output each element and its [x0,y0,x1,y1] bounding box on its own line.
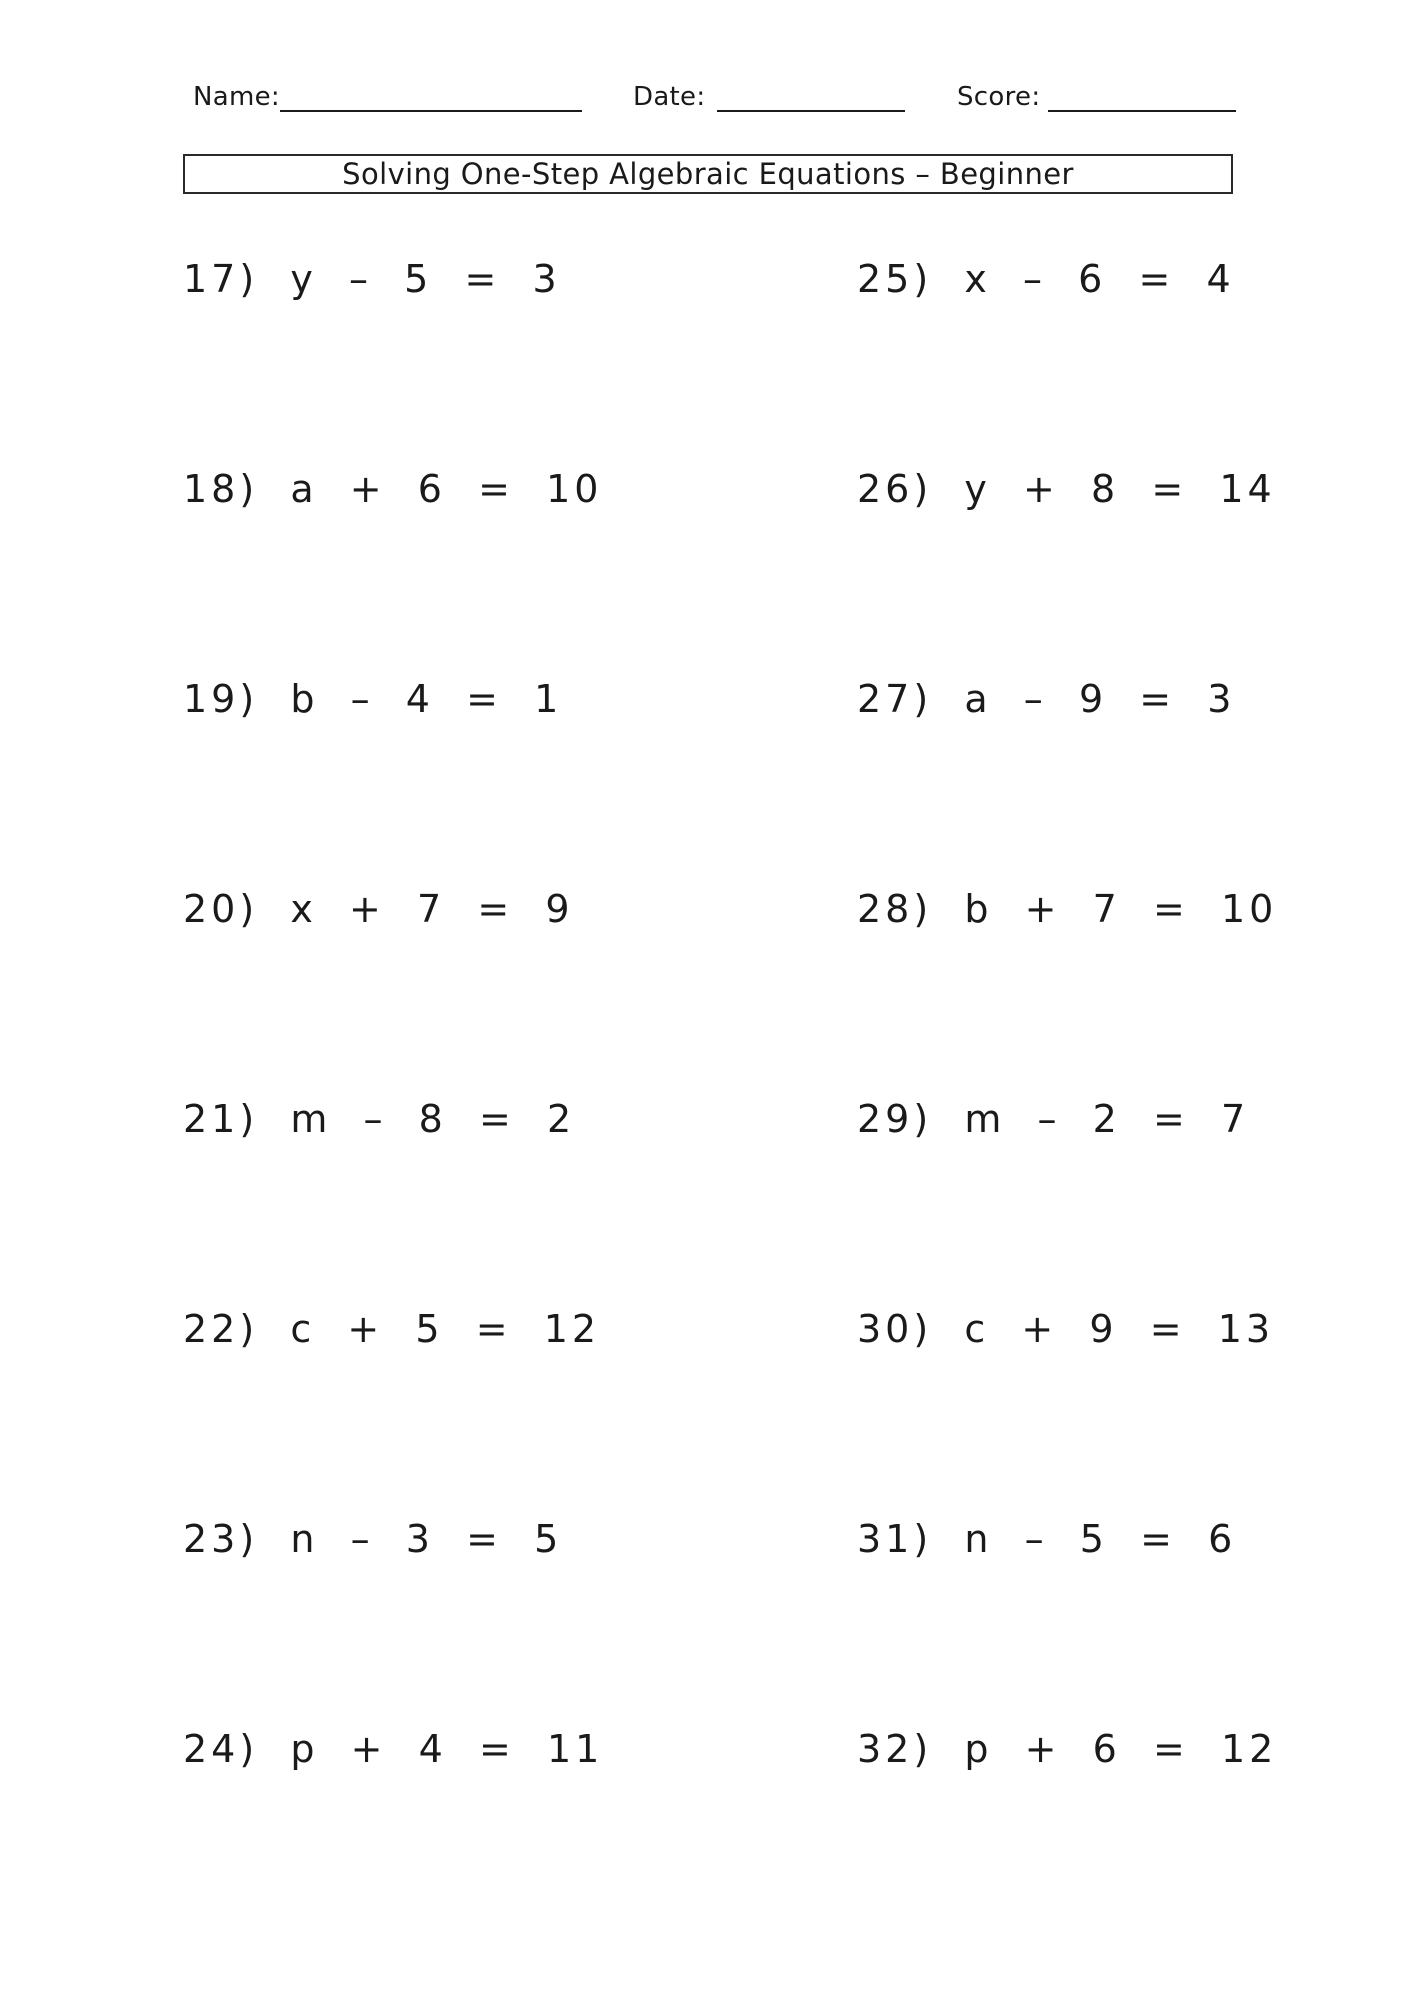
problem-29: 29) m – 2 = 7 [857,1097,1250,1141]
score-blank-line[interactable] [1048,84,1236,112]
problem-27: 27) a – 9 = 3 [857,677,1236,721]
problem-32: 32) p + 6 = 12 [857,1727,1278,1771]
date-blank-line[interactable] [717,84,905,112]
problem-22: 22) c + 5 = 12 [183,1307,601,1351]
problem-21: 21) m – 8 = 2 [183,1097,576,1141]
worksheet-header [193,82,1233,122]
problem-28: 28) b + 7 = 10 [857,887,1278,931]
problem-18: 18) a + 6 = 10 [183,467,603,511]
name-blank-line[interactable] [280,84,582,112]
problem-26: 26) y + 8 = 14 [857,467,1276,511]
problem-31: 31) n – 5 = 6 [857,1517,1237,1561]
problem-17: 17) y – 5 = 3 [183,257,561,301]
name-label: Name: [193,82,280,112]
problem-25: 25) x – 6 = 4 [857,257,1235,301]
problem-20: 20) x + 7 = 9 [183,887,574,931]
problem-19: 19) b – 4 = 1 [183,677,563,721]
worksheet-title: Solving One-Step Algebraic Equations – Beginner [183,154,1233,194]
date-label: Date: [633,82,706,112]
problem-30: 30) c + 9 = 13 [857,1307,1275,1351]
date-field[interactable] [633,82,905,112]
score-label: Score: [957,82,1041,112]
problem-24: 24) p + 4 = 11 [183,1727,604,1771]
name-field[interactable] [193,82,582,112]
score-field[interactable] [957,82,1236,112]
problem-23: 23) n – 3 = 5 [183,1517,563,1561]
